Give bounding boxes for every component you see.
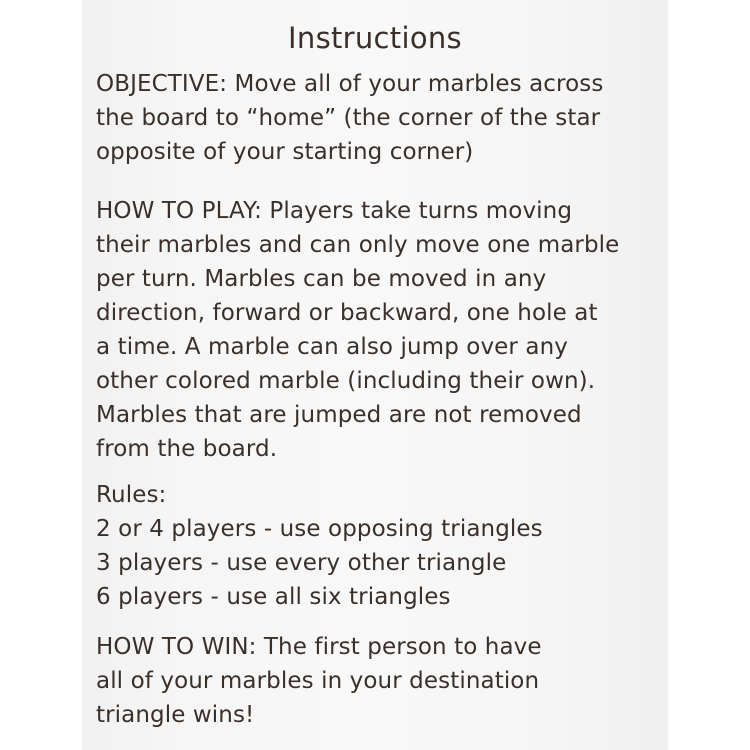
how-to-win-line: HOW TO WIN: The first person to have xyxy=(96,634,542,660)
rule-item: 6 players - use all six triangles xyxy=(96,584,451,610)
how-to-play-line: their marbles and can only move one marble xyxy=(96,232,620,258)
how-to-win-line: all of your marbles in your destination xyxy=(96,668,540,694)
how-to-play-line: per turn. Marbles can be moved in any xyxy=(96,266,547,292)
rules-heading: Rules: xyxy=(96,482,167,508)
how-to-play-line: a time. A marble can also jump over any xyxy=(96,334,568,360)
objective-line: OBJECTIVE: Move all of your marbles across xyxy=(96,71,604,97)
page-title: Instructions xyxy=(288,21,462,55)
objective-paragraph xyxy=(96,67,671,169)
rule-item: 2 or 4 players - use opposing triangles xyxy=(96,516,543,542)
how-to-play-line: Marbles that are jumped are not removed xyxy=(96,402,582,428)
how-to-play-paragraph xyxy=(96,194,671,466)
how-to-play-line: direction, forward or backward, one hole at xyxy=(96,300,598,326)
objective-line: opposite of your starting corner) xyxy=(96,139,474,165)
rules-section xyxy=(96,478,671,614)
how-to-play-line: from the board. xyxy=(96,436,278,462)
how-to-play-line: HOW TO PLAY: Players take turns moving xyxy=(96,198,573,224)
instruction-card xyxy=(82,0,668,750)
how-to-play-line: other colored marble (including their own). xyxy=(96,368,596,394)
how-to-win-line: triangle wins! xyxy=(96,702,255,728)
how-to-win-paragraph xyxy=(96,630,671,732)
objective-line: the board to “home” (the corner of the star xyxy=(96,105,601,131)
rule-item: 3 players - use every other triangle xyxy=(96,550,507,576)
